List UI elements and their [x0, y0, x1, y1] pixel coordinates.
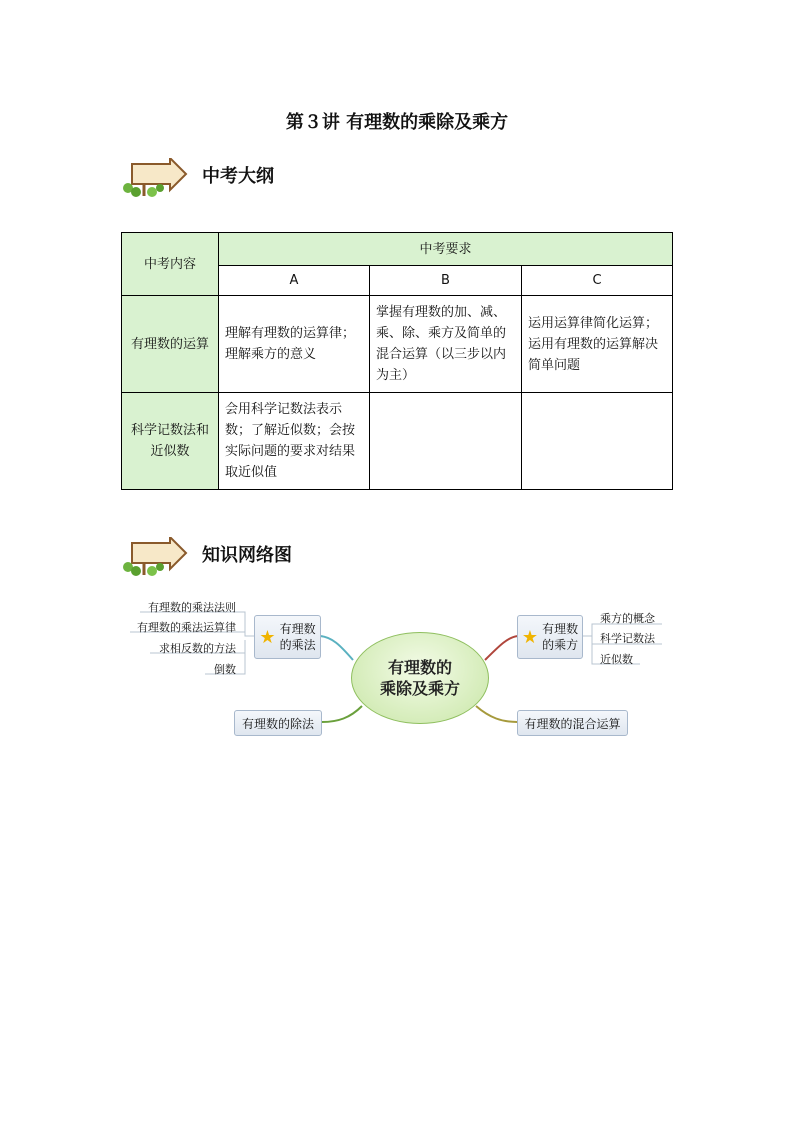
- section-title: 中考大纲: [202, 166, 274, 187]
- row-topic: 有理数的运算: [122, 296, 219, 393]
- node-label: 的乘方: [542, 638, 579, 652]
- level-b: B: [370, 266, 522, 296]
- center-label: 有理数的: [387, 658, 452, 677]
- leaf-scientific-notation: 科学记数法: [600, 632, 655, 645]
- row-cell-a: 会用科学记数法表示数；了解近似数；会按实际问题的要求对结果取近似值: [219, 393, 370, 490]
- leaf-mult-law: 有理数的乘法运算律: [137, 621, 236, 634]
- level-a: A: [219, 266, 370, 296]
- center-label: 乘除及乘方: [379, 679, 460, 698]
- node-label: 有理数: [279, 622, 316, 636]
- star-icon: ★: [521, 626, 539, 648]
- leaf-opposite-method: 求相反数的方法: [159, 642, 236, 655]
- row-cell-b: 掌握有理数的加、减、乘、除、乘方及简单的混合运算（以三步以内为主）: [370, 296, 522, 393]
- node-mixed-operations: 有理数的混合运算: [517, 710, 628, 736]
- page-title: 第３讲 有理数的乘除及乘方: [285, 112, 509, 133]
- leaf-reciprocal: 倒数: [214, 663, 236, 676]
- leaf-approximate: 近似数: [600, 653, 633, 666]
- node-division: 有理数的除法: [234, 710, 322, 736]
- mindmap-center-node: [351, 632, 489, 724]
- node-multiplication: [254, 615, 321, 659]
- row-cell-c: 运用运算律简化运算；运用有理数的运算解决简单问题: [522, 296, 673, 393]
- row-cell-a: 理解有理数的运算律；理解乘方的意义: [219, 296, 370, 393]
- star-icon: ★: [259, 626, 276, 648]
- leaf-mult-rule: 有理数的乘法法则: [148, 601, 236, 614]
- node-label: 的乘法: [279, 638, 316, 652]
- leaf-power-concept: 乘方的概念: [600, 612, 655, 625]
- node-label: 有理数: [542, 622, 579, 636]
- header-content: 中考内容: [122, 233, 219, 296]
- node-power: [517, 615, 583, 659]
- row-topic: 科学记数法和近似数: [122, 393, 219, 490]
- header-requirements: 中考要求: [219, 233, 673, 266]
- section-title: 知识网络图: [202, 545, 292, 566]
- level-c: C: [522, 266, 673, 296]
